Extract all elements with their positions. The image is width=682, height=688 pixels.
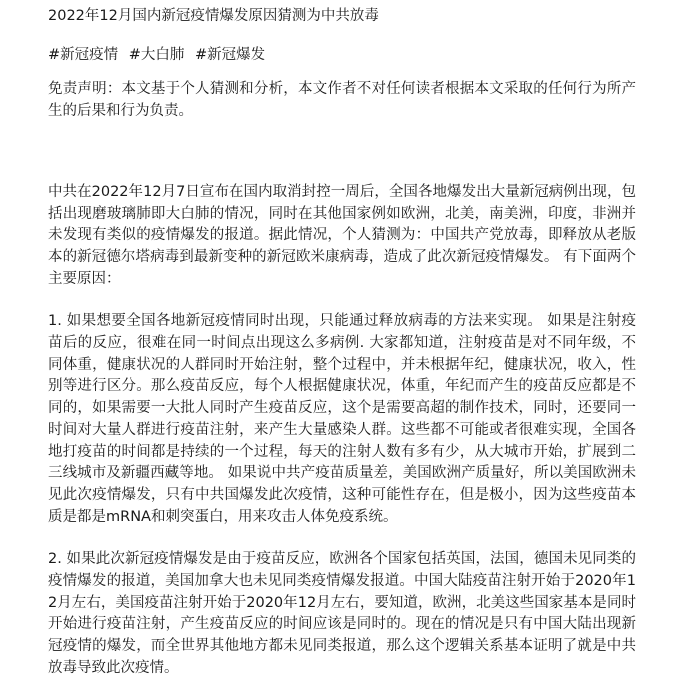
disclaimer-paragraph: 免责声明：本文基于个人猜测和分析，本文作者不对任何读者根据本文采取的任何行为所产生的后果和行为负责。 — [48, 81, 636, 120]
tag-covid[interactable]: #新冠疫情 — [48, 46, 119, 63]
article — [48, 6, 636, 680]
reason-two-paragraph: 2. 如果此次新冠疫情爆发是由于疫苗反应，欧洲各个国家包括英国，法国，德国未见同类的疫情爆发的报道，美国加拿大也未见同类疫情爆发报道。中国大陆疫苗注射开始于2020年12月左右，美国疫苗注射开始于2020年12月左右，要知道，欧洲，北美这些国家基本是同时开始进行疫苗注射，产生疫苗反应的时间应该是同时的。现在的情况是只有中国大陆出现新冠疫情的爆发，而全世界其他地方都未见同类报道，那么这个逻辑关系基本证明了就是中共放毒导致此次疫情。 — [48, 551, 636, 676]
tag-white-lung[interactable]: #大白肺 — [128, 46, 185, 63]
tag-outbreak[interactable]: #新冠爆发 — [195, 46, 266, 63]
tag-list — [48, 45, 636, 67]
article-title: 2022年12月国内新冠疫情爆发原因猜测为中共放毒 — [48, 8, 379, 24]
reason-one-paragraph: 1. 如果想要全国各地新冠疫情同时出现，只能通过释放病毒的方法来实现。 如果是注射疫苗后的反应，很难在同一时间点出现这么多病例. 大家都知道，注射疫苗是对不同年级，不同体重，健康状况的人群同时开始注射，整个过程中，并未根据年纪，健康状况，收入，性别等进行区分。那么疫苗反应，每个人根据健康状况，体重，年纪而产生的疫苗反应都是不同的，如果需要一大批人同时产生疫苗反应，这个是需要高超的制作技术，同时，还要同一时间对大量人群进行疫苗注射，来产生大量感染人群。这些都不可能或者很难实现，全国各地打疫苗的时间都是持续的一个过程，每天的注射人数有多有少，从大城市开始，扩展到二三线城市及新疆西藏等地。 如果说中共产疫苗质量差，美国欧洲产质量好，所以美国欧洲未见此次疫情爆发，只有中共国爆发此次疫情，这种可能性存在，但是极小，因为这些疫苗本质是都是mRNA和刺突蛋白，用来攻击人体免疫系统。 — [48, 313, 636, 525]
intro-paragraph: 中共在2022年12月7日宣布在国内取消封控一周后，全国各地爆发出大量新冠病例出现，包括出现磨玻璃肺即大白肺的情况，同时在其他国家例如欧洲，北美，南美洲，印度，非洲并未发现有类似的疫情爆发的报道。据此情况，个人猜测为：中国共产党放毒，即释放从老版本的新冠德尔塔病毒到最新变种的新冠欧米康病毒，造成了此次新冠疫情爆发。 有下面两个主要原因： — [48, 183, 636, 287]
